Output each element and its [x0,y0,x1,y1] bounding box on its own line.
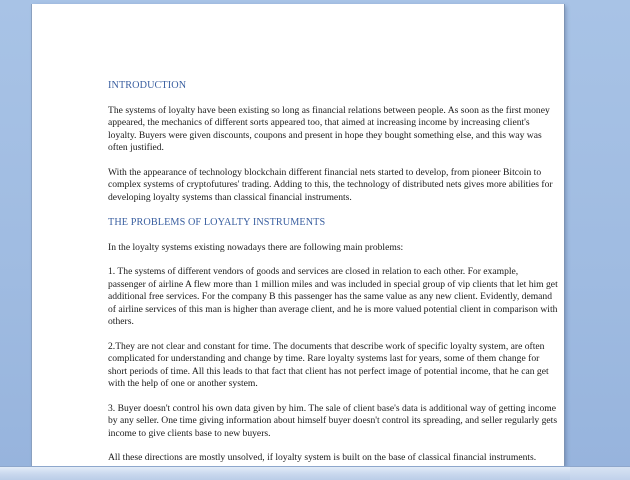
paragraph-problem-2: 2.They are not clear and constant for time. The documents that describe work of specific loyalty system, are often complicated for understanding and change by time. Rare loyalty systems last for years, some of them change for short periods of time. All this leads to that fact that client has not perfect image of potential income, that he can get with the help of one or another system. [108,340,549,390]
status-bar-right [570,467,630,480]
heading-problems: THE PROBLEMS OF LOYALTY INSTRUMENTS [108,216,326,228]
paragraph-intro-2: With the appearance of technology blockchain different financial nets started to develop, from pioneer Bitcoin to complex systems of cryptofutures' trading. Adding to this, the technology of distributed nets gives more abilities for developing loyalty systems than classical financial instruments. [108,167,553,203]
status-bar [0,466,630,480]
paragraph-problem-3: 3. Buyer doesn't control his own data given by him. The sale of client base's data is additional way of getting income by any seller. One time giving information about himself buyer doesn't control its spreading, and seller regularly gets income to give clients base to new buyers. [108,402,558,439]
document-page[interactable] [32,4,564,466]
paragraph-conclusion: All these directions are mostly unsolved, if loyalty system is built on the base of classical financial instruments. [108,452,537,464]
paragraph-problems-intro: In the loyalty systems existing nowadays there are following main problems: [108,241,404,253]
paragraph-problem-1: 1. The systems of different vendors of goods and services are closed in relation to each other. For example, passenger of airline A flew more than 1 million miles and was included in special group of vip clients that let him get additional free services. For the company B this passenger has the same value as any new client. Evidently, demand of airline services of this man is higher than average client, and he is more valued potential client in comparison with others. [108,266,558,328]
document-body [108,80,558,466]
paragraph-intro-1: The systems of loyalty have been existing so long as financial relations between people. As soon as the first money appeared, the mechanics of different sorts appeared too, that aimed at increasing income by increasing client's loyalty. Buyers were given discounts, coupons and present in hope they bought something else, and this way was often justified. [108,105,550,154]
heading-introduction: INTRODUCTION [108,80,187,91]
